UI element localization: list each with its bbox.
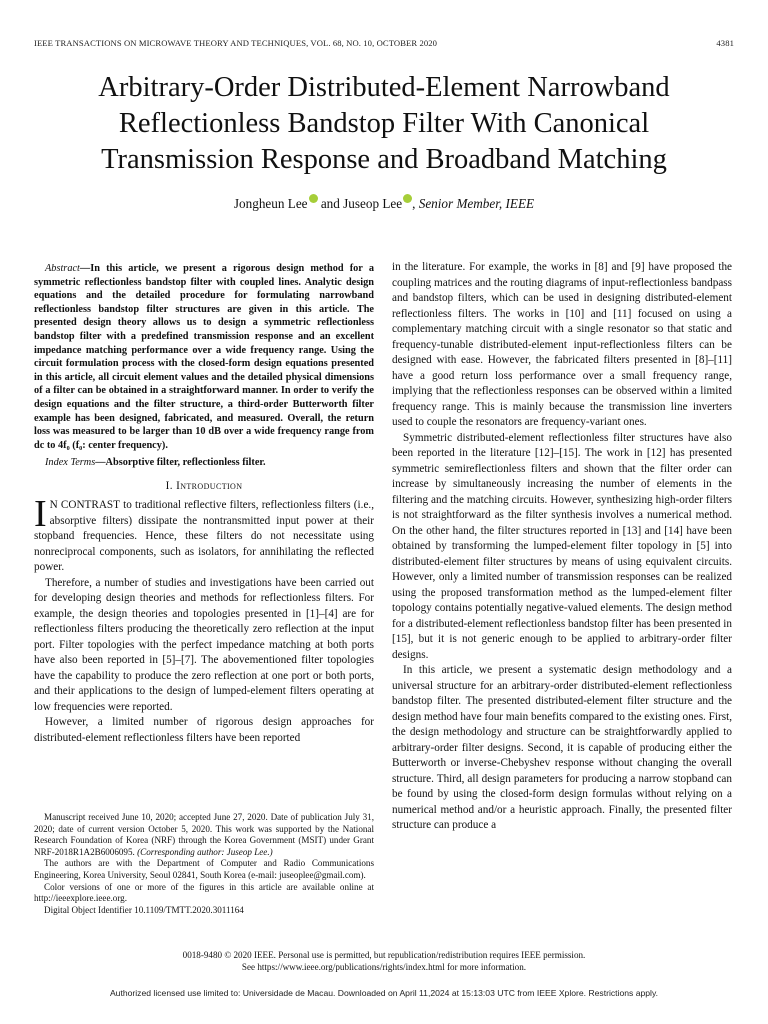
running-header (34, 38, 734, 48)
footnote-doi: Digital Object Identifier 10.1109/TMTT.2020.3011164 (44, 904, 244, 915)
title-line-2: Reflectionless Bandstop Filter With Canonical (118, 108, 650, 139)
author-1: Jongheun Lee (233, 196, 308, 211)
page-number: 4381 (716, 38, 734, 48)
author-line: Jongheun Lee and Juseop Lee , Senior Member, IEEE (233, 196, 535, 211)
drop-cap: I (34, 493, 47, 536)
footnote-color-versions: Color versions of one or more of the figures in this article are available online at http://ieeexplore.ieee.org. (34, 881, 374, 904)
intro-paragraph-2: Therefore, a number of studies and investigations have been carried out for developing design theories and methods for reflectionless filters. For example, the design theories and topologies presented in [1]–[4] are for reflectionless filters producing the theoretically zero reflection at the input port. Filter topologies with the perfect impedance matching at both ports have also been reported in [5]–[7]. The abovementioned filter topologies have the capability to produce the zero reflection at one port or both ports, and their applications to the design of lumped-element filters operating at low frequencies were reported. (34, 576, 374, 713)
orcid-icon[interactable] (309, 194, 318, 203)
index-terms-text: Absorptive filter, reflectionless filter. (105, 457, 266, 469)
author-2: and Juseop Lee (320, 196, 403, 211)
abstract-label: Abstract (45, 263, 80, 274)
right-paragraph-3: In this article, we present a systematic design methodology and a universal structure for an arbitrary-order distributed-element reflectionless bandstop filter. The presented distributed-element filter structure and the design method have four main benefits compared to the existing ones. First, the design methodology and structure can be straightforwardly applied to arbitrary-order filter designs. Second, it is capable of producing either the Butterworth or inverse-Chebyshev response without changing the overall structure. Third, all design parameters for producing a narrow stopband can be found by using the closed-form design formulas without relying on a numerical method and/or a heuristic approach. Finally, the presented filter structure can produce a (392, 664, 732, 831)
right-paragraph-2: Symmetric distributed-element reflectionless filter structures have also been reported in the literature [12]–[15]. The work in [12] has presented symmetric semireflectionless filters and shown that the filter order can increase by simultaneously increasing the number of elements in the filtering and the matching circuits. However, synthesizing high-order filters is not straightforward as the filter synthesis involves a numerical method. On the other hand, the filter structures reported in [13] and [14] have been obtained by transforming the lumped-element filter topology in [5] into distributed-element filter structures by means of using equivalent circuits. However, only a limited number of transmission responses can be realized using the proposed transformation method as the lumped-element filter topology contains potentially negative-valued elements. The design method for a distributed-element reflectionless bandstop filter has been presented in [15], but it is not generic enough to be applied to arbitrary-order filter designs. (392, 431, 732, 661)
index-terms-label: Index Terms (45, 457, 96, 469)
footnote-affiliation: The authors are with the Department of Computer and Radio Communications Engineering, Korea University, Seoul 02841, South Korea (e-mail: juseoplee@gmail.com). (34, 858, 374, 880)
license-notice: Authorized licensed use limited to: Universidade de Macau. Downloaded on April 11,2024 at 15:13:03 UTC from IEEE Xplore. Restrictions apply. (109, 988, 659, 998)
author-member-grade: Senior Member, IEEE (418, 196, 535, 211)
journal-name: IEEE TRANSACTIONS ON MICROWAVE THEORY AND TECHNIQUES, VOL. 68, NO. 10, OCTOBER 2020 (34, 38, 438, 48)
title-line-1: Arbitrary-Order Distributed-Element Narrowband (98, 72, 670, 103)
left-column (34, 262, 374, 746)
index-terms: Index Terms—Absorptive filter, reflectionless filter. (45, 457, 266, 469)
abstract-text: In this article, we present a rigorous design method for a symmetric reflectionless bandstop filter with coupled lines. Analytic design equations and the detailed procedure for formulating narrowband reflectionless bandstop filter structures are given in this article. The presented design theory allows us to design a symmetric reflectionless bandstop filter with a predefined transmission response and an excellent impedance matching performance over a wide frequency range. Using the circuit formulation process with the closed-form design equations presented in this article, all circuit element values and the detailed physical dimensions of a filter can be obtained in a straightforward manner. In order to verify the design equations and the filter structure, a third-order Butterworth filter example has been designed, fabricated, and measured. Overall, the return loss was measured to be larger than 10 dB over a wide frequency range from dc to 4f₀ (f₀: center frequency). (34, 263, 374, 451)
intro-paragraph-1: I N CONTRAST to traditional reflective filters, reflectionless filters (i.e., absorptive filters) dissipate the nontransmitted input power at their stopband frequencies. Hence, these filters do not necessitate using nonreciprocal components, such as isolators, for annihilating the reflected power. (34, 493, 375, 574)
footnote-manuscript: Manuscript received June 10, 2020; accepted June 27, 2020. Date of publication July 31, 2020; date of current version October 5, 2020. This work was supported by the National Research Foundation of Korea (NRF) through the Korea Government (MSIT) under Grant NRF-2018R1A2B6006095. (Corresponding author: Juseop Lee.) (34, 812, 374, 857)
first-page-footnote (34, 812, 374, 916)
paper-title (40, 70, 728, 178)
right-column (392, 260, 732, 834)
copyright-line-2: See https://www.ieee.org/publications/rights/index.html for more information. (241, 962, 527, 972)
abstract: Abstract—In this article, we present a rigorous design method for a symmetric reflectionless bandstop filter with coupled lines. Analytic design equations and the detailed procedure for formulating narrowband reflectionless bandstop filter structures are given in this article. The presented design theory allows us to design a symmetric reflectionless bandstop filter with a predefined transmission response and an excellent impedance matching performance over a wide frequency range. Using the circuit formulation process with the closed-form design equations presented in this article, all circuit element values and the detailed physical dimensions of a filter can be obtained in a straightforward manner. In order to verify the design equations and the filter structure, a third-order Butterworth filter example has been designed, fabricated, and measured. Overall, the return loss was measured to be larger than 10 dB over a wide frequency range from dc to 4f₀ (f₀: center frequency). (34, 263, 374, 451)
section-heading-introduction: I. Introduction (165, 479, 243, 492)
right-paragraph-1: in the literature. For example, the works in [8] and [9] have proposed the coupling matrices and the routing diagrams of input-reflectionless bandpass and bandstop filters, which can be used in designing distributed-element reflectionless filters. The works in [10] and [11] focused on using a complementary matching circuit with a single resonator so that static and frequency-tunable distributed-element input-reflectionless filters can be designed with ease. However, the fabricated filters presented in [8]–[11] have a good return loss performance over a small frequency range, implying that the reflectionless responses can be observed within a limited frequency range. This is mainly because the transmission line inverters used to couple the resonators are frequency-variant ones. (392, 261, 732, 428)
intro-paragraph-3: However, a limited number of rigorous design approaches for distributed-element reflectionless filters have been reported (34, 716, 374, 744)
orcid-icon[interactable] (403, 194, 412, 203)
copyright-notice (40, 949, 728, 973)
title-line-3: Transmission Response and Broadband Matching (101, 144, 667, 175)
copyright-line-1: 0018-9480 © 2020 IEEE. Personal use is permitted, but republication/redistribution requires IEEE permission. (182, 950, 586, 960)
